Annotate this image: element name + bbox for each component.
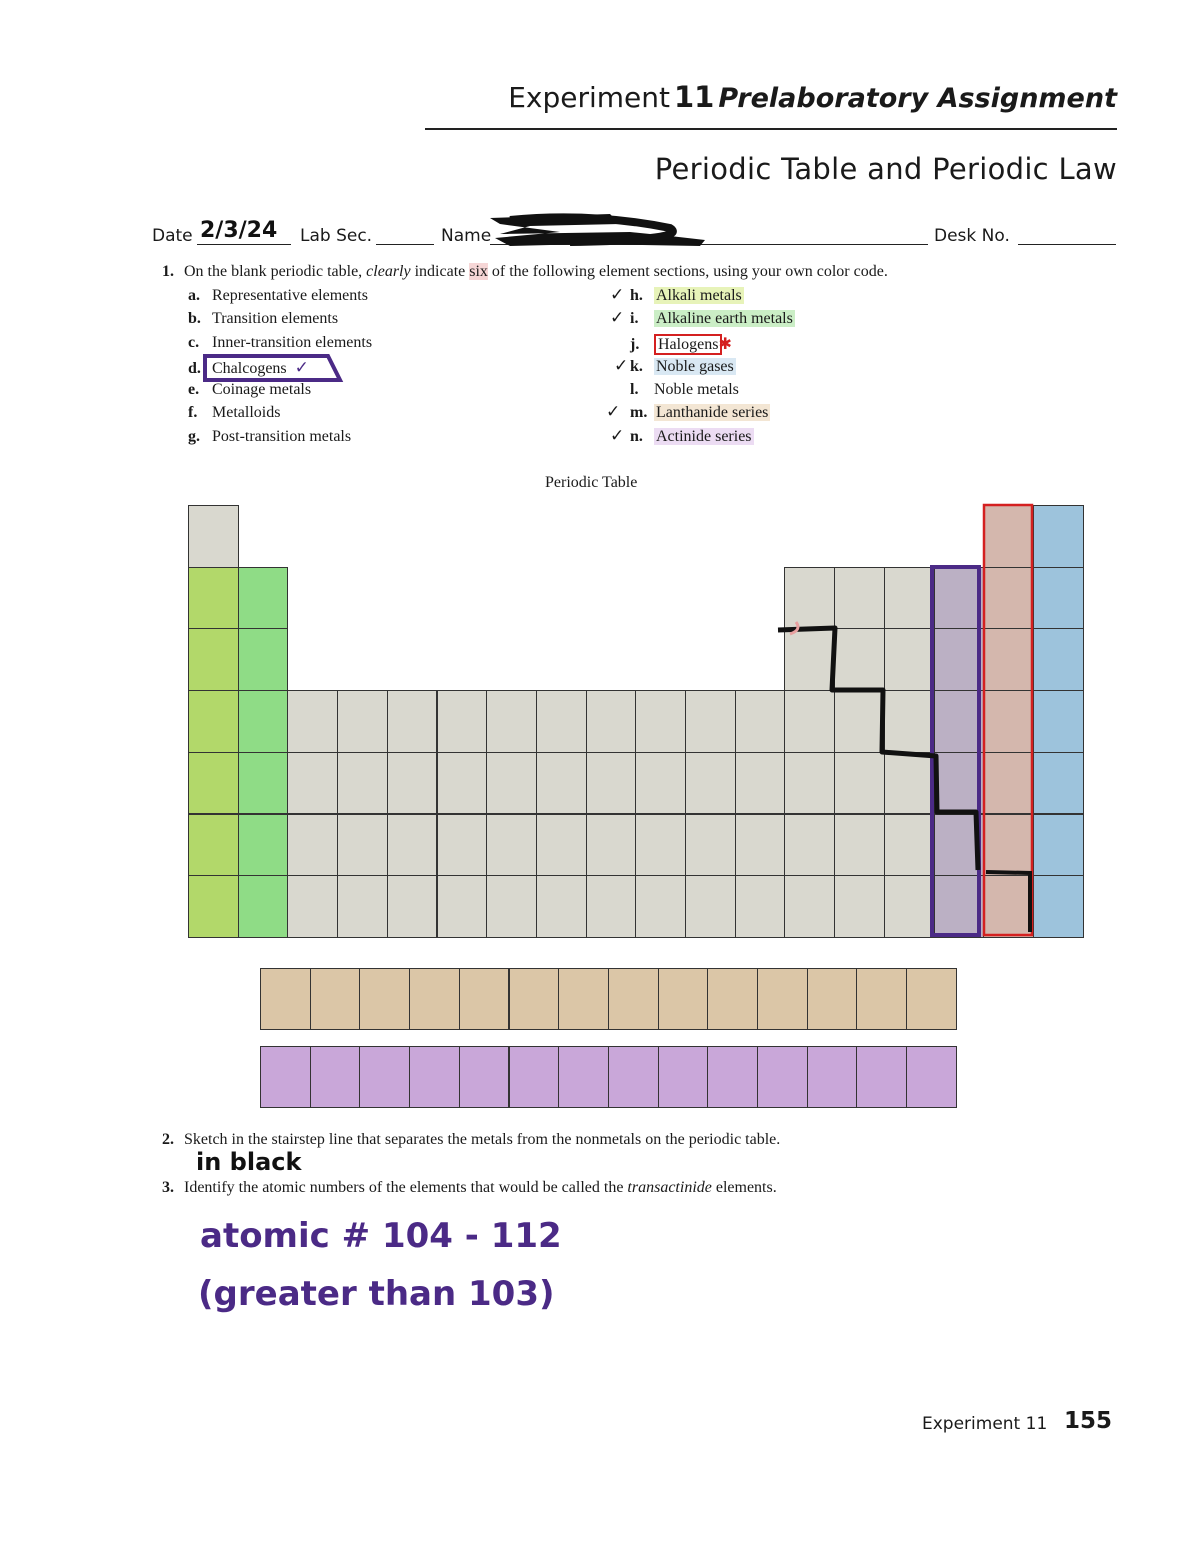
item-d-letter: d. (188, 360, 201, 377)
halogens-star-icon: ✱ (718, 334, 732, 353)
check-i-icon: ✓ (610, 308, 625, 328)
item-d-label: Chalcogens (212, 360, 287, 377)
check-n-icon: ✓ (610, 426, 625, 446)
item-e-label: Coinage metals (212, 381, 312, 398)
item-m-label: Lanthanide series (656, 404, 769, 421)
question-2 (162, 1131, 780, 1149)
item-a-letter: a. (188, 287, 200, 304)
check-h-icon: ✓ (610, 285, 625, 305)
item-c-letter: c. (188, 334, 200, 351)
stairstep-extension (986, 872, 1030, 932)
chalcogens-column-outline (932, 567, 979, 935)
question-2-number: 2. (162, 1131, 174, 1148)
question-2-handwritten: in black (196, 1148, 302, 1176)
title-suffix: Prelaboratory Assignment (718, 83, 1117, 114)
check-m-icon: ✓ (606, 402, 621, 422)
item-j-label: Halogens (654, 334, 722, 355)
item-f-label: Metalloids (212, 404, 281, 421)
desk-label: Desk No. (934, 226, 1010, 246)
date-label: Date (152, 226, 193, 246)
question-1-text-a: On the blank periodic table, (184, 263, 367, 280)
date-value: 2/3/24 (200, 218, 278, 243)
item-c-label: Inner-transition elements (212, 334, 373, 351)
item-h-label: Alkali metals (656, 287, 742, 304)
item-k-label: Noble gases (656, 358, 734, 375)
item-b-label: Transition elements (212, 310, 339, 327)
item-n-letter: n. (630, 428, 643, 445)
item-e-letter: e. (188, 381, 200, 398)
question-3-italic: transactinide (627, 1179, 712, 1196)
check-k-icon: ✓ (614, 356, 629, 376)
footer-label: Experiment 11 (922, 1414, 1048, 1434)
question-3-number: 3. (162, 1179, 174, 1196)
item-m-letter: m. (630, 404, 648, 421)
metal-nonmetal-stairstep-line (778, 628, 978, 870)
item-j-letter: j. (630, 336, 640, 353)
item-d-check-icon: ✓ (294, 358, 309, 378)
question-3-text-b: elements. (711, 1179, 777, 1196)
item-f-letter: f. (188, 404, 198, 421)
title-prefix: Experiment (508, 81, 670, 114)
question-2-text: Sketch in the stairstep line that separates the metals from the nonmetals on the periodic table. (184, 1131, 781, 1148)
item-b-letter: b. (188, 310, 201, 327)
question-1-text-c: of the following element sections, using your own color code. (487, 263, 888, 280)
periodic-table-caption: Periodic Table (545, 474, 638, 491)
question-1-six: six (469, 263, 488, 280)
answer-line-1: atomic # 104 - 112 (200, 1216, 562, 1256)
lab-sec-label: Lab Sec. (300, 226, 373, 246)
item-k-letter: k. (630, 358, 643, 375)
item-l-letter: l. (630, 381, 639, 398)
question-1-italic: clearly (366, 263, 411, 280)
item-i-label: Alkaline earth metals (656, 310, 793, 327)
question-3-text-a: Identify the atomic numbers of the elements that would be called the (184, 1179, 628, 1196)
item-g-label: Post-transition metals (212, 428, 352, 445)
answer-line-2: (greater than 103) (198, 1274, 555, 1314)
footer-page-number: 155 (1064, 1408, 1113, 1434)
item-a-label: Representative elements (212, 287, 368, 304)
item-n-label: Actinide series (656, 428, 752, 445)
title-number: 11 (673, 80, 715, 114)
item-i-letter: i. (630, 310, 639, 327)
question-1-number: 1. (162, 263, 174, 280)
name-label: Name (441, 226, 492, 246)
item-h-letter: h. (630, 287, 643, 304)
question-1-text-b: indicate (410, 263, 470, 280)
item-l-label: Noble metals (654, 381, 739, 398)
item-g-letter: g. (188, 428, 200, 445)
question-3 (162, 1179, 777, 1197)
page-subtitle: Periodic Table and Periodic Law (654, 152, 1117, 186)
